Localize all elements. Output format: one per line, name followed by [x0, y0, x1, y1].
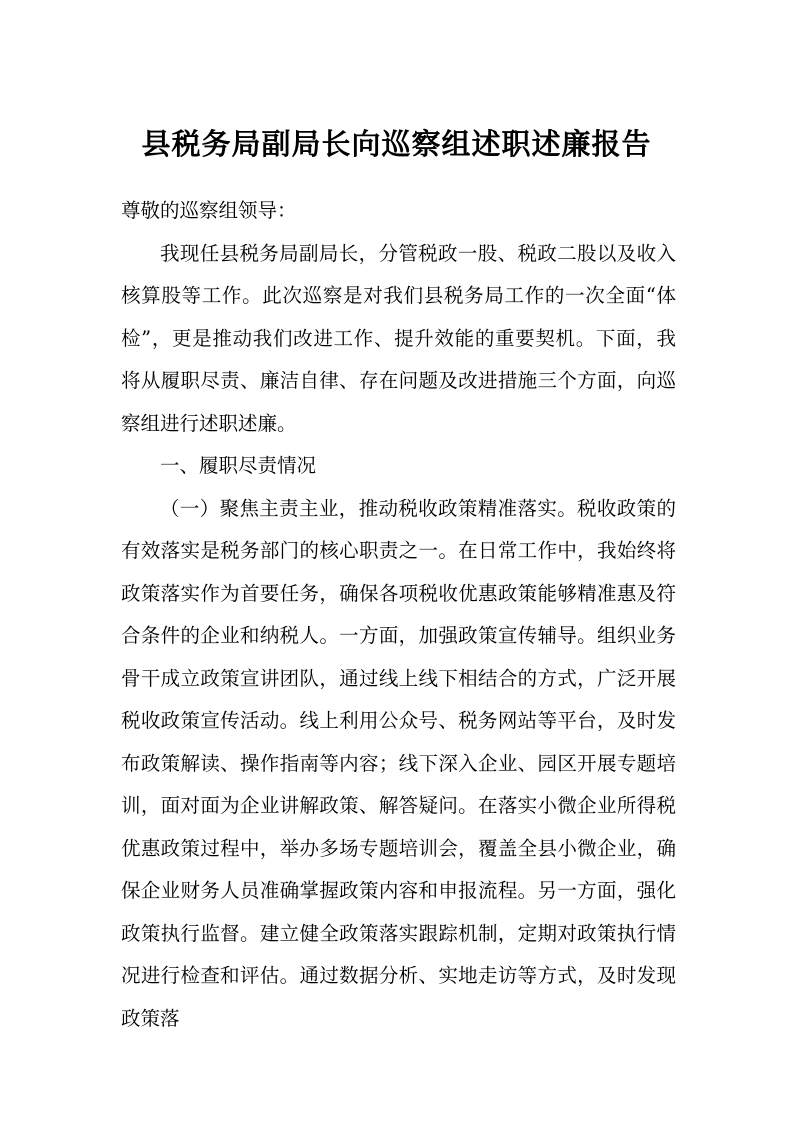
- paragraph-intro: 我现任县税务局副局长，分管税政一股、税政二股以及收入核算股等工作。此次巡察是对我们县税务局工作的一次全面“体检”，更是推动我们改进工作、提升效能的重要契机。下面，我将从履职尽责、廉洁自律、存在问题及改进措施三个方面，向巡察组进行述职述廉。: [121, 241, 676, 435]
- salutation: 尊敬的巡察组领导：: [121, 199, 297, 222]
- paragraph-policy: （一）聚焦主责主业，推动税收政策精准落实。税收政策的有效落实是税务部门的核心职责之一。在日常工作中，我始终将政策落实作为首要任务，确保各项税收优惠政策能够精准惠及符合条件的企业和纳税人。一方面，加强政策宣传辅导。组织业务骨干成立政策宣讲团队，通过线上线下相结合的方式，广泛开展税收政策宣传活动。线上利用公众号、税务网站等平台，及时发布政策解读、操作指南等内容；线下深入企业、园区开展专题培训，面对面为企业讲解政策、解答疑问。在落实小微企业所得税优惠政策过程中，举办多场专题培训会，覆盖全县小微企业，确保企业财务人员准确掌握政策内容和申报流程。另一方面，强化政策执行监督。建立健全政策落实跟踪机制，定期对政策执行情况进行检查和评估。通过数据分析、实地走访等方式，及时发现政策落: [121, 496, 676, 1030]
- document-title: 县税务局副局长向巡察组述职述廉报告: [141, 127, 652, 161]
- document-body: [121, 190, 676, 1040]
- section-heading: 一、履职尽责情况: [160, 454, 317, 477]
